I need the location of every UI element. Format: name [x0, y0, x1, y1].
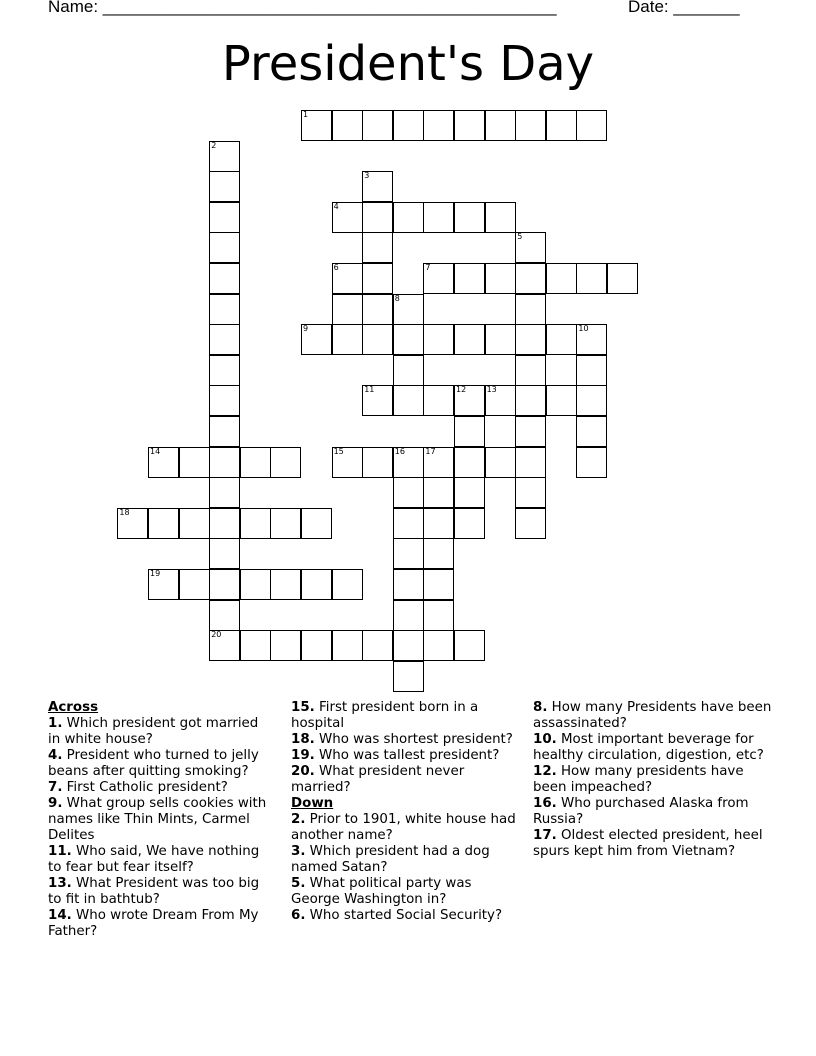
clue-text: Most important beverage for healthy circulation, digestion, etc? — [533, 732, 764, 763]
crossword-cell[interactable] — [454, 385, 485, 416]
clue-number-label: 3. — [291, 844, 306, 859]
crossword-cell[interactable] — [240, 569, 271, 600]
clue-number-label: 18. — [291, 732, 315, 747]
crossword-cell[interactable] — [454, 416, 485, 447]
crossword-cell[interactable] — [362, 630, 393, 661]
crossword-cell[interactable] — [393, 661, 424, 692]
crossword-cell[interactable] — [362, 447, 393, 478]
crossword-cell[interactable] — [423, 508, 454, 539]
crossword-cell[interactable] — [362, 110, 393, 141]
clue-down-17 — [533, 828, 773, 860]
crossword-cell[interactable] — [485, 263, 516, 294]
crossword-cell[interactable] — [393, 630, 424, 661]
clue-number-label: 20. — [291, 764, 315, 779]
crossword-cell[interactable] — [209, 324, 240, 355]
crossword-cell[interactable] — [393, 569, 424, 600]
crossword-cell[interactable] — [515, 508, 546, 539]
crossword-cell[interactable] — [332, 447, 363, 478]
crossword-cell[interactable] — [423, 110, 454, 141]
clue-down-8 — [533, 700, 773, 732]
clue-text: Who said, We have nothing to fear but fear itself? — [48, 844, 260, 875]
clue-number: 9 — [303, 324, 309, 334]
clue-number-label: 11. — [48, 844, 72, 859]
crossword-cell[interactable] — [423, 385, 454, 416]
clue-number-label: 6. — [291, 908, 306, 923]
clue-text: Prior to 1901, white house had another name? — [291, 812, 516, 843]
clue-text: First Catholic president? — [62, 780, 228, 795]
crossword-cell[interactable] — [423, 477, 454, 508]
crossword-cell[interactable] — [454, 324, 485, 355]
crossword-cell[interactable] — [362, 232, 393, 263]
clue-across-13 — [48, 876, 273, 908]
crossword-cell[interactable] — [393, 110, 424, 141]
crossword-cell[interactable] — [454, 110, 485, 141]
crossword-cell[interactable] — [393, 294, 424, 325]
crossword-cell[interactable] — [546, 110, 577, 141]
down-heading: Down — [291, 796, 334, 811]
clue-text: What political party was George Washington in? — [291, 876, 472, 907]
date-field-label: Date: _______ — [628, 0, 740, 16]
crossword-cell[interactable] — [515, 447, 546, 478]
crossword-cell[interactable] — [209, 263, 240, 294]
crossword-cell[interactable] — [393, 324, 424, 355]
crossword-cell[interactable] — [454, 477, 485, 508]
clue-text: Which president got married in white house? — [48, 716, 259, 747]
crossword-cell[interactable] — [546, 263, 577, 294]
clue-number-label: 15. — [291, 700, 315, 715]
crossword-cell[interactable] — [240, 508, 271, 539]
clue-across-15 — [291, 700, 523, 732]
crossword-cell[interactable] — [515, 324, 546, 355]
crossword-cell[interactable] — [332, 324, 363, 355]
clue-number-label: 9. — [48, 796, 63, 811]
crossword-cell[interactable] — [209, 600, 240, 631]
clue-text: Who was tallest president? — [314, 748, 500, 763]
crossword-cell[interactable] — [423, 447, 454, 478]
crossword-cell[interactable] — [423, 324, 454, 355]
crossword-cell[interactable] — [332, 294, 363, 325]
crossword-cell[interactable] — [485, 324, 516, 355]
clue-text: President who turned to jelly beans after quitting smoking? — [48, 748, 259, 779]
crossword-cell[interactable] — [515, 385, 546, 416]
crossword-cell[interactable] — [209, 355, 240, 386]
crossword-cell[interactable] — [270, 447, 301, 478]
crossword-cell[interactable] — [179, 569, 210, 600]
crossword-cell[interactable] — [576, 324, 607, 355]
crossword-cell[interactable] — [209, 202, 240, 233]
clue-number-label: 17. — [533, 828, 557, 843]
clue-text: What group sells cookies with names like Thin Mints, Carmel Delites — [48, 796, 267, 843]
clue-number: 15 — [333, 446, 344, 456]
clue-number: 12 — [456, 385, 467, 395]
clue-number: 14 — [150, 446, 161, 456]
clue-number: 3 — [364, 171, 370, 181]
crossword-cell[interactable] — [515, 294, 546, 325]
crossword-cell[interactable] — [148, 569, 179, 600]
crossword-cell[interactable] — [515, 355, 546, 386]
crossword-cell[interactable] — [393, 508, 424, 539]
clue-number-label: 16. — [533, 796, 557, 811]
crossword-cell[interactable] — [423, 569, 454, 600]
crossword-cell[interactable] — [576, 416, 607, 447]
crossword-cell[interactable] — [423, 600, 454, 631]
page-title: President's Day — [221, 36, 595, 92]
crossword-cell[interactable] — [209, 508, 240, 539]
clue-across-7 — [48, 780, 273, 796]
name-field-label: Name: ________________________________________________ — [48, 0, 557, 16]
clue-down-16 — [533, 796, 773, 828]
clue-down-5 — [291, 876, 523, 908]
clue-down-2 — [291, 812, 523, 844]
crossword-cell[interactable] — [209, 232, 240, 263]
crossword-cell[interactable] — [515, 477, 546, 508]
crossword-cell[interactable] — [485, 202, 516, 233]
across-heading: Across — [48, 700, 99, 715]
crossword-cell[interactable] — [576, 110, 607, 141]
clue-number: 4 — [333, 201, 339, 211]
clue-across-20 — [291, 764, 523, 796]
clue-across-19 — [291, 748, 523, 764]
crossword-cell[interactable] — [301, 569, 332, 600]
crossword-cell[interactable] — [148, 447, 179, 478]
clue-across-4 — [48, 748, 273, 780]
crossword-cell[interactable] — [270, 508, 301, 539]
clue-text: Who wrote Dream From My Father? — [48, 908, 259, 939]
crossword-cell[interactable] — [209, 630, 240, 661]
clue-text: How many Presidents have been assassinated? — [533, 700, 772, 731]
crossword-cell[interactable] — [179, 447, 210, 478]
crossword-cell[interactable] — [454, 630, 485, 661]
crossword-cell[interactable] — [332, 110, 363, 141]
crossword-cell[interactable] — [515, 232, 546, 263]
clue-down-3 — [291, 844, 523, 876]
crossword-cell[interactable] — [240, 447, 271, 478]
clue-number: 10 — [578, 324, 589, 334]
crossword-cell[interactable] — [485, 385, 516, 416]
clue-text: First president born in a hospital — [291, 700, 479, 731]
crossword-cell[interactable] — [301, 324, 332, 355]
clue-text: What president never married? — [291, 764, 465, 795]
crossword-cell[interactable] — [362, 263, 393, 294]
clues-column-2 — [291, 700, 523, 924]
clue-number: 13 — [486, 385, 497, 395]
clue-number-label: 1. — [48, 716, 63, 731]
crossword-cell[interactable] — [485, 447, 516, 478]
crossword-cell[interactable] — [332, 263, 363, 294]
crossword-cell[interactable] — [546, 324, 577, 355]
clue-text: Who purchased Alaska from Russia? — [533, 796, 749, 827]
clue-across-1 — [48, 716, 273, 748]
crossword-cell[interactable] — [546, 385, 577, 416]
clue-down-6 — [291, 908, 523, 924]
crossword-cell[interactable] — [240, 630, 271, 661]
clue-number: 7 — [425, 263, 431, 272]
crossword-cell[interactable] — [393, 355, 424, 386]
crossword-cell[interactable] — [454, 263, 485, 294]
crossword-cell[interactable] — [454, 202, 485, 233]
clue-number: 1 — [303, 110, 309, 119]
crossword-cell[interactable] — [576, 355, 607, 386]
clue-across-14 — [48, 908, 273, 940]
crossword-cell[interactable] — [362, 385, 393, 416]
clue-down-10 — [533, 732, 773, 764]
crossword-cell[interactable] — [301, 630, 332, 661]
crossword-cell[interactable] — [332, 202, 363, 233]
crossword-cell[interactable] — [209, 569, 240, 600]
clue-text: Oldest elected president, heel spurs kept him from Vietnam? — [533, 828, 763, 859]
clue-number-label: 10. — [533, 732, 557, 747]
crossword-cell[interactable] — [209, 447, 240, 478]
clue-text: Which president had a dog named Satan? — [291, 844, 490, 875]
crossword-cell[interactable] — [393, 202, 424, 233]
crossword-cell[interactable] — [209, 416, 240, 447]
clues-column-3 — [533, 700, 773, 860]
clue-text: How many presidents have been impeached? — [533, 764, 744, 795]
crossword-cell[interactable] — [332, 569, 363, 600]
crossword-cell[interactable] — [607, 263, 638, 294]
crossword-cell[interactable] — [515, 110, 546, 141]
crossword-cell[interactable] — [209, 538, 240, 569]
clue-number: 17 — [425, 446, 436, 456]
clue-number-label: 12. — [533, 764, 557, 779]
clue-number: 2 — [211, 140, 217, 150]
clue-number: 16 — [394, 446, 405, 456]
crossword-cell[interactable] — [454, 508, 485, 539]
crossword-cell[interactable] — [485, 110, 516, 141]
clue-number: 18 — [119, 507, 130, 517]
clue-number-label: 8. — [533, 700, 548, 715]
crossword-cell[interactable] — [576, 263, 607, 294]
crossword-cell[interactable] — [423, 630, 454, 661]
clue-text: Who started Social Security? — [305, 908, 503, 923]
clue-across-9 — [48, 796, 273, 844]
crossword-cell[interactable] — [270, 630, 301, 661]
clue-across-11 — [48, 844, 273, 876]
crossword-cell[interactable] — [209, 141, 240, 172]
clue-number: 11 — [364, 385, 375, 395]
crossword-cell[interactable] — [209, 171, 240, 202]
crossword-cell[interactable] — [515, 263, 546, 294]
clue-number-label: 7. — [48, 780, 63, 795]
crossword-cell[interactable] — [179, 508, 210, 539]
crossword-cell[interactable] — [576, 385, 607, 416]
clue-number-label: 13. — [48, 876, 72, 891]
crossword-cell[interactable] — [362, 171, 393, 202]
clue-number: 5 — [517, 232, 523, 242]
clue-number-label: 19. — [291, 748, 315, 763]
crossword-cell[interactable] — [454, 447, 485, 478]
crossword-cell[interactable] — [362, 324, 393, 355]
crossword-cell[interactable] — [393, 385, 424, 416]
crossword-cell[interactable] — [209, 477, 240, 508]
crossword-cell[interactable] — [209, 294, 240, 325]
clue-number: 20 — [211, 630, 222, 640]
crossword-cell[interactable] — [423, 538, 454, 569]
crossword-cell[interactable] — [423, 263, 454, 294]
crossword-cell[interactable] — [393, 477, 424, 508]
crossword-cell[interactable] — [117, 508, 148, 539]
clue-number-label: 4. — [48, 748, 63, 763]
clue-number: 8 — [394, 293, 400, 303]
crossword-cell[interactable] — [515, 416, 546, 447]
crossword-cell[interactable] — [423, 202, 454, 233]
crossword-cell[interactable] — [362, 294, 393, 325]
clue-number: 6 — [333, 263, 339, 272]
crossword-cell[interactable] — [148, 508, 179, 539]
clue-text: Who was shortest president? — [314, 732, 513, 747]
clue-down-12 — [533, 764, 773, 796]
crossword-cell[interactable] — [332, 630, 363, 661]
clue-number: 19 — [150, 569, 161, 578]
clue-number-label: 14. — [48, 908, 72, 923]
crossword-cell[interactable] — [270, 569, 301, 600]
crossword-cell[interactable] — [301, 110, 332, 141]
crossword-cell[interactable] — [393, 600, 424, 631]
crossword-cell[interactable] — [393, 538, 424, 569]
clues-column-1 — [48, 700, 273, 940]
crossword-cell[interactable] — [576, 447, 607, 478]
crossword-cell[interactable] — [362, 202, 393, 233]
crossword-cell[interactable] — [393, 447, 424, 478]
clue-text: What President was too big to fit in bathtub? — [48, 876, 260, 907]
clue-across-18 — [291, 732, 523, 748]
clue-number-label: 5. — [291, 876, 306, 891]
clue-number-label: 2. — [291, 812, 306, 827]
crossword-cell[interactable] — [301, 508, 332, 539]
crossword-cell[interactable] — [209, 385, 240, 416]
